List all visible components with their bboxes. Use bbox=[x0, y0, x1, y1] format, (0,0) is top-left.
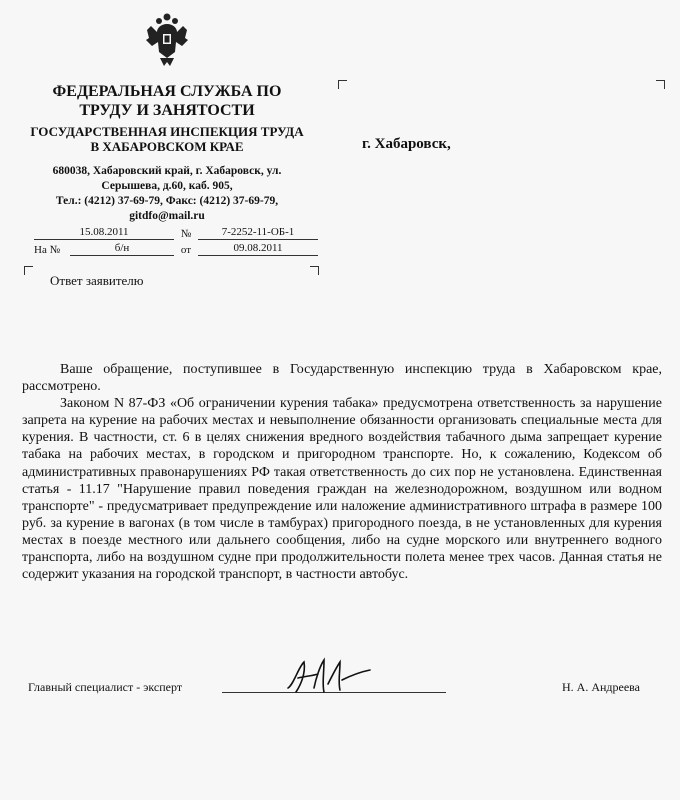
addressee-corner-mark bbox=[338, 80, 347, 89]
addressee-corner-mark bbox=[656, 80, 665, 89]
subject-corner-mark bbox=[310, 266, 319, 275]
contact-block bbox=[12, 164, 322, 224]
email-address: gitdfo@mail.ru bbox=[129, 210, 205, 222]
coat-of-arms-emblem-icon bbox=[144, 12, 190, 68]
subject-line: Ответ заявителю bbox=[50, 273, 144, 288]
addressee-city: г. Хабаровск, bbox=[362, 136, 451, 152]
letterhead bbox=[12, 12, 322, 224]
phone-line: Тел.: (4212) 37-69-79, Факс: (4212) 37-69-79, bbox=[55, 195, 279, 207]
body-paragraph: Законом N 87-ФЗ «Об ограничении курения табака» предусмотрена ответственность за нарушение запрета на курение на рабочих местах и невыполнение обязанности организовать специальные места для курения. В частности, ст. 6 в целях снижения вредного воздействия табачного дыма запрещает курение табака на рабочих местах, в городском и пригородном транспорте. Но, к сожалению, Кодексом об административных правонарушениях РФ такая ответственность до сих пор не установлена. Единственная статья - 11.17 "Нарушение правил поведения граждан на железнодорожном, воздушном или водном транспорте" - предусматривает предупреждение или наложение административного штрафа в размере 100 руб. за курение в вагонах (в том числе в тамбурах) пригородного поезда, в не установленных для курения местах в поезде местного или дальнего сообщения, либо на судне морского или внутреннего водного транспорта, либо на воздушном судне при продолжительности полета менее трех часов. Данная статья не содержит указания на городской транспорт, в частности автобус. bbox=[22, 396, 662, 583]
inspection-name-line: В ХАБАРОВСКОМ КРАЕ bbox=[90, 139, 244, 154]
outgoing-registration-row bbox=[34, 224, 320, 240]
letter-body bbox=[22, 361, 662, 583]
signatory-title: Главный специалист - эксперт bbox=[28, 680, 183, 694]
registration-block bbox=[34, 224, 320, 256]
handwritten-signature bbox=[284, 654, 374, 698]
org-name-line: ТРУДУ И ЗАНЯТОСТИ bbox=[79, 102, 255, 119]
inspection-name-line: ГОСУДАРСТВЕННАЯ ИНСПЕКЦИЯ ТРУДА bbox=[30, 124, 304, 139]
org-name bbox=[12, 82, 322, 120]
reference-number: б/н bbox=[70, 242, 174, 256]
address-line: 680038, Хабаровский край, г. Хабаровск, ул. bbox=[52, 165, 282, 177]
inspection-name bbox=[12, 124, 322, 154]
reference-number-label: На № bbox=[34, 244, 61, 256]
body-paragraph: Ваше обращение, поступившее в Государственную инспекцию труда в Хабаровском крае, рассмотрено. bbox=[22, 362, 662, 395]
subject-corner-mark bbox=[24, 266, 33, 275]
address-line: Серышева, д.60, каб. 905, bbox=[101, 180, 233, 192]
org-name-line: ФЕДЕРАЛЬНАЯ СЛУЖБА ПО bbox=[52, 83, 282, 100]
incoming-reference-row bbox=[34, 240, 320, 256]
outgoing-date: 15.08.2011 bbox=[34, 226, 174, 240]
reference-date-label: от bbox=[180, 244, 192, 256]
reference-date: 09.08.2011 bbox=[198, 242, 318, 256]
number-label: № bbox=[180, 228, 192, 240]
outgoing-number: 7-2252-11-ОБ-1 bbox=[198, 226, 318, 240]
signatory-name: Н. А. Андреева bbox=[562, 680, 641, 694]
